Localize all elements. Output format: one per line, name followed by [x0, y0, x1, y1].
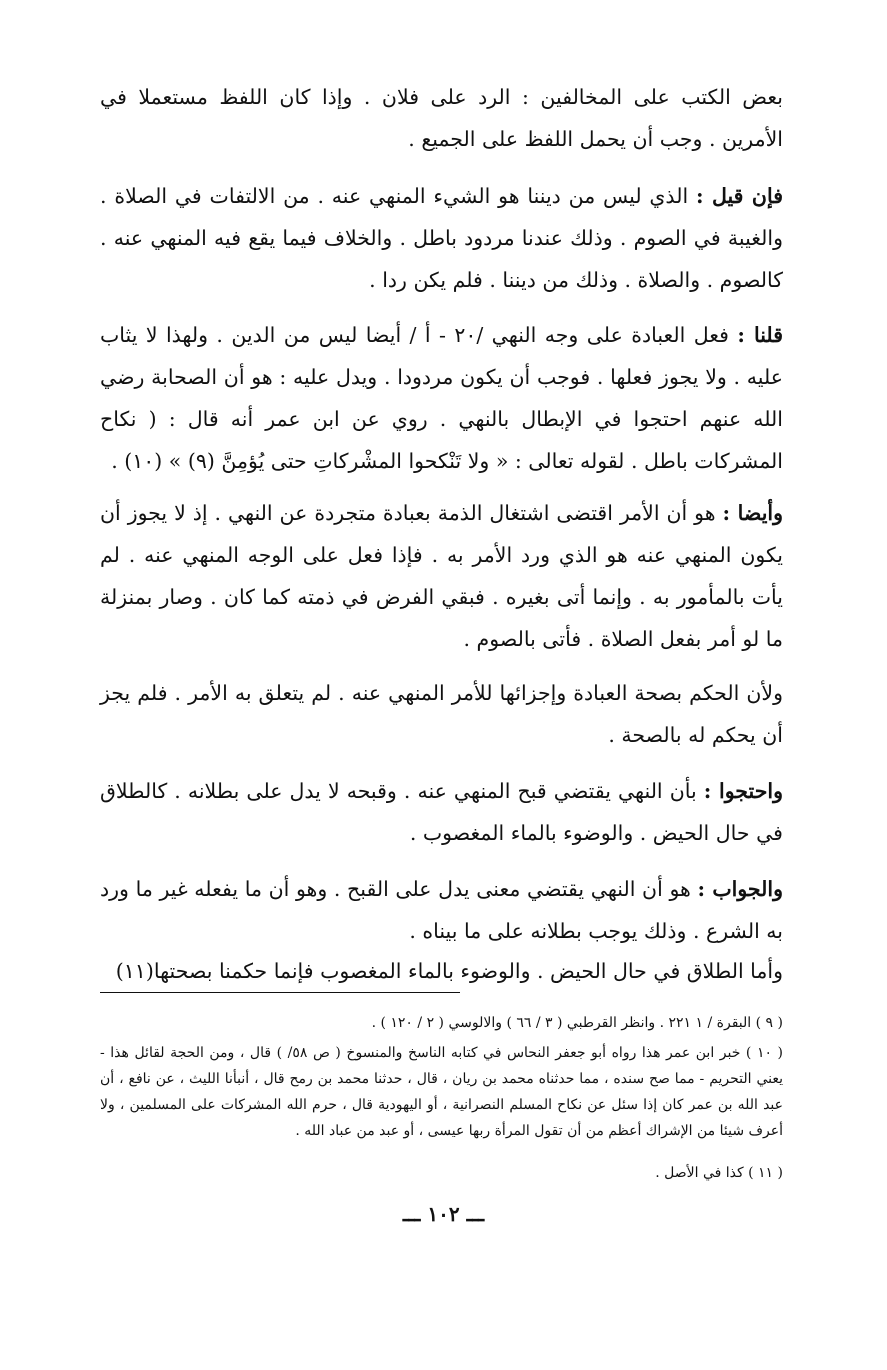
footnote-divider: [100, 992, 460, 993]
paragraph-7: [100, 868, 783, 952]
paragraph-4-lead: وأيضا :: [722, 501, 783, 525]
paragraph-1: [100, 76, 783, 160]
paragraph-2-text: الذي ليس من ديننا هو الشيء المنهي عنه . من الالتفات في الصلاة . والغيبة في الصوم . وذلك عندنا مردود باطل . والخلاف فيما يقع فيه المنهي عنه . كالصوم . والصلاة . وذلك من ديننا . فلم يكن ردا .: [100, 184, 783, 292]
footnote-11: ( ١١ ) كذا في الأصل .: [655, 1165, 783, 1181]
paragraph-5-text: ولأن الحكم بصحة العبادة وإجزائها للأمر المنهي عنه . لم يتعلق به الأمر . فلم يجز أن يحكم له بالصحة .: [100, 681, 783, 747]
paragraph-8: [100, 950, 783, 992]
footnote-10: ( ١٠ ) خبر ابن عمر هذا رواه أبو جعفر النحاس في كتابه الناسخ والمنسوخ ( ص ٥٨/ ) قال ، ومن الحجة لقائل هذا - يعني التحريم - مما صح سنده ، مما حدثناه محمد بن ريان ، قال ، حدثنا محمد بن رمح قال ، أنبأنا الليث ، عن نافع ، أن عبد الله بن عمر كان إذا سئل عن نكاح المسلم النصرانية ، أو اليهودية قال ، حرم الله المشركات على المسلمين ، ولا أعرف شيئا من الإشراك أعظم من أن تقول المرأة ربها عيسى ، أو عبد من عباد الله .: [100, 1045, 783, 1139]
paragraph-1-text: بعض الكتب على المخالفين : الرد على فلان . وإذا كان اللفظ مستعملا في الأمرين . وجب أن يحمل اللفظ على الجميع .: [100, 85, 783, 151]
paragraph-8-text: وأما الطلاق في حال الحيض . والوضوء بالماء المغصوب فإنما حكمنا بصحتها(١١): [115, 959, 783, 983]
footnote-9: ( ٩ ) البقرة / ١ ٢٢١ . وانظر القرطبي ( ٣ / ٦٦ ) والالوسي ( ٢ / ١٢٠ ) .: [371, 1015, 783, 1031]
paragraph-7-lead: والجواب :: [697, 877, 783, 901]
paragraph-4-text: هو أن الأمر اقتضى اشتغال الذمة بعبادة متجردة عن النهي . إذ لا يجوز أن يكون المنهي عنه هو الذي ورد الأمر به . فإذا فعل على الوجه المنهي عنه . لم يأت بالمأمور به . وإنما أتى بغيره . فبقي الفرض في ذمته كما كان . وصار بمنزلة ما لو أمر بفعل الصلاة . فأتى بالصوم .: [100, 501, 783, 651]
paragraph-4: [100, 492, 783, 660]
paragraph-5: [100, 672, 783, 756]
paragraph-2: [100, 175, 783, 301]
paragraph-6-text: بأن النهي يقتضي قبح المنهي عنه . وقبحه لا يدل على بطلانه . كالطلاق في حال الحيض . والوضوء بالماء المغصوب .: [100, 779, 783, 845]
paragraph-3: [100, 314, 783, 482]
paragraph-6: [100, 770, 783, 854]
paragraph-7-text: هو أن النهي يقتضي معنى يدل على القبح . وهو أن ما يفعله غير ما ورد به الشرع . وذلك يوجب بطلانه على ما بيناه .: [100, 877, 783, 943]
paragraph-6-lead: واحتجوا :: [703, 779, 783, 803]
paragraph-3-lead: قلنا :: [737, 323, 784, 347]
paragraph-3-text: فعل العبادة على وجه النهي /٢٠ - أ / أيضا ليس من الدين . ولهذا لا يثاب عليه . ولا يجوز فعلها . فوجب أن يكون مردودا . ويدل عليه : هو أن الصحابة رضي الله عنهم احتجوا في الإبطال بالنهي . روي عن ابن عمر أنه قال : ( نكاح المشركات باطل . لقوله تعالى : « ولا تَنْكحوا المشْركاتِ حتى يُؤمِنَّ (٩) » (١٠) .: [100, 323, 783, 473]
paragraph-2-lead: فإن قيل :: [695, 184, 783, 208]
page-number: ـــ ١٠٢ ـــ: [402, 1202, 485, 1226]
